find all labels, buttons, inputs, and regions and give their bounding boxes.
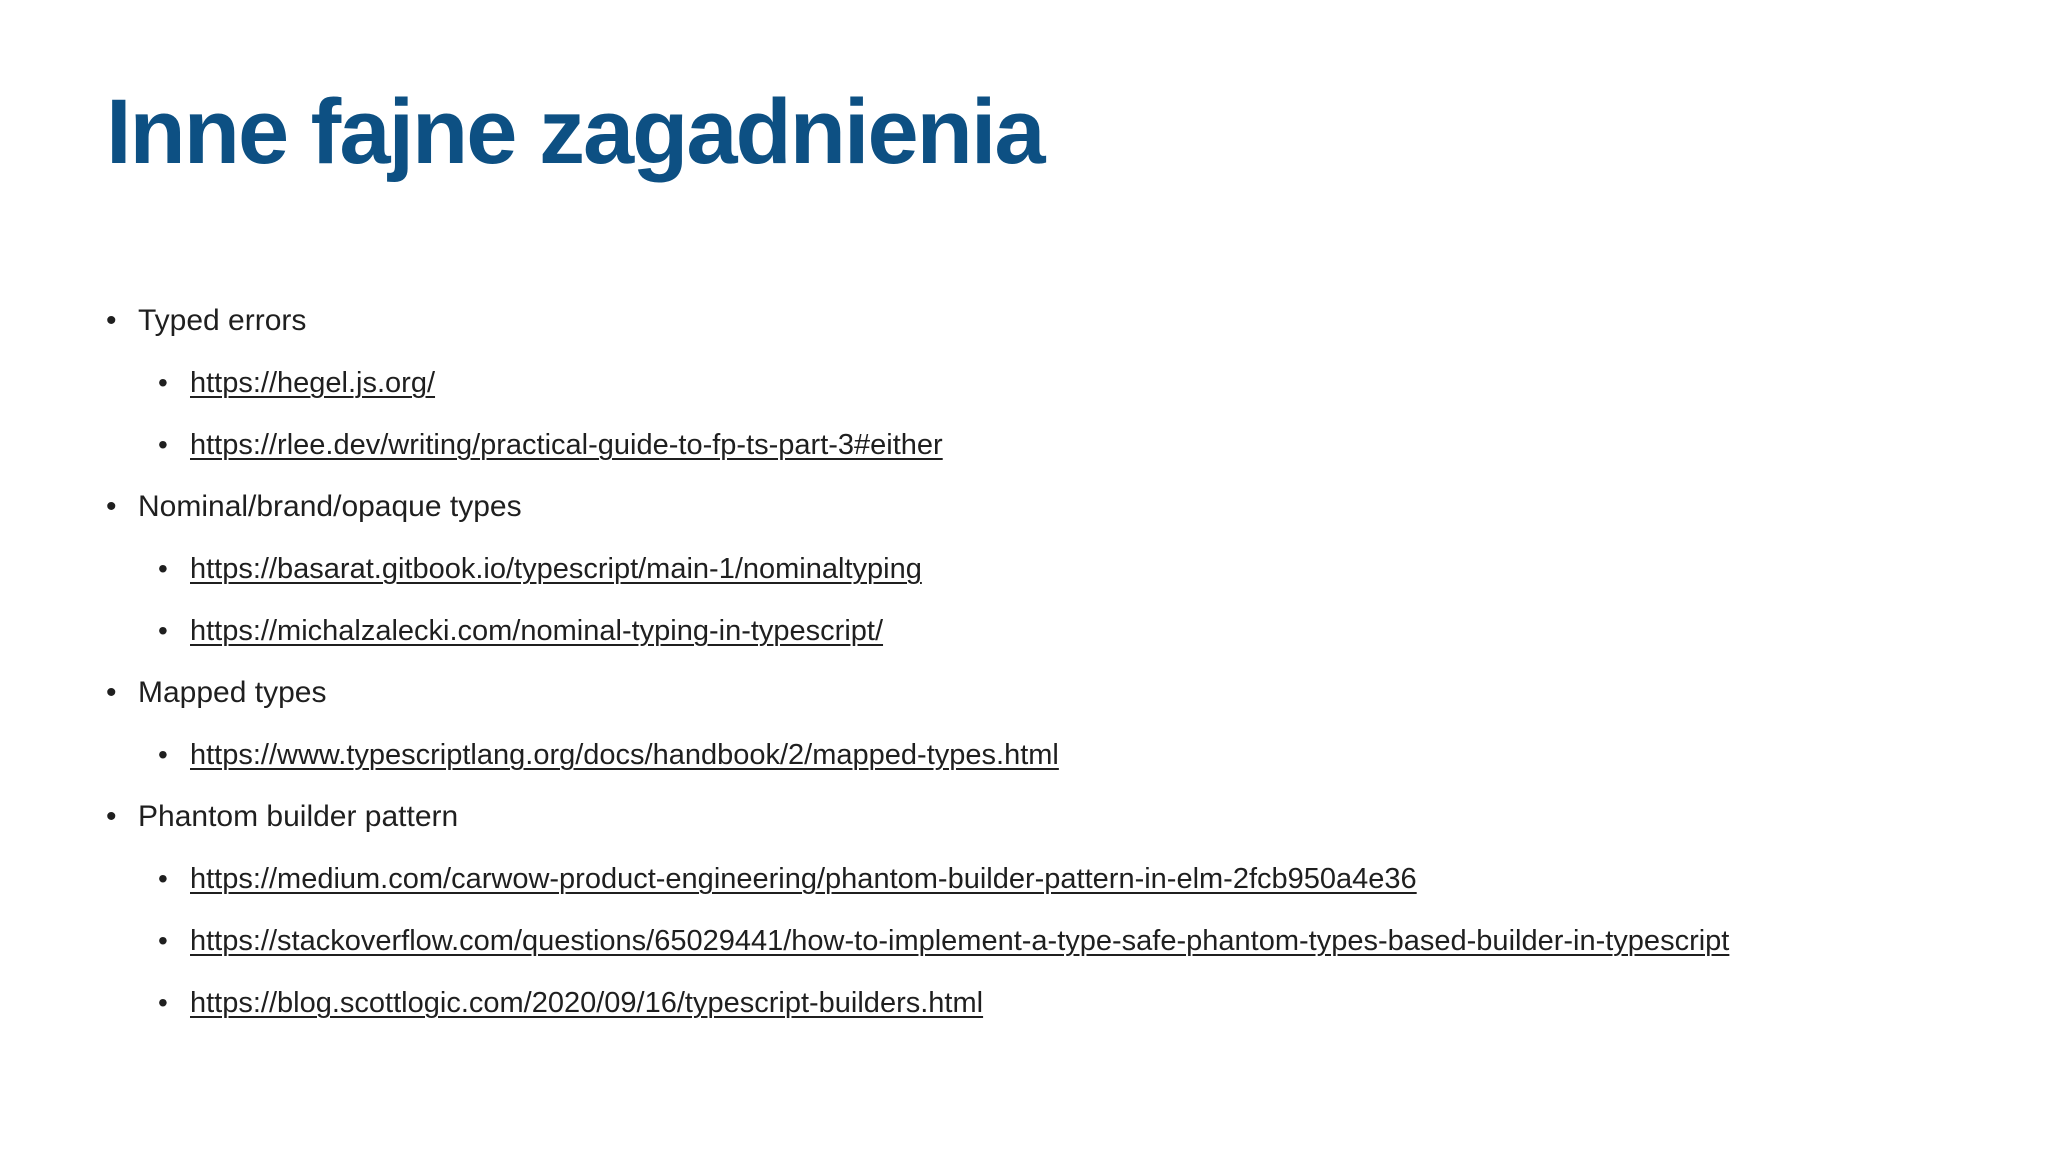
link-rlee-fp-ts[interactable]: https://rlee.dev/writing/practical-guide-to-fp-ts-part-3#either xyxy=(190,429,943,461)
topic-label: Typed errors xyxy=(138,304,307,337)
bullet-icon: • xyxy=(158,429,168,460)
topic-label: Phantom builder pattern xyxy=(138,800,459,833)
bullet-icon: • xyxy=(158,987,168,1018)
bullet-icon: • xyxy=(106,800,117,833)
link-typescriptlang[interactable]: https://www.typescriptlang.org/docs/handbook/2/mapped-types.html xyxy=(190,739,1059,771)
link-stackoverflow[interactable]: https://stackoverflow.com/questions/65029441/how-to-implement-a-type-safe-phantom-types-based-builder-in-typescript xyxy=(190,925,1730,957)
topic-item-phantom-builder xyxy=(106,786,2006,848)
bullet-icon: • xyxy=(158,925,168,956)
bullet-icon: • xyxy=(158,553,168,584)
link-medium-carwow[interactable]: https://medium.com/carwow-product-engineering/phantom-builder-pattern-in-elm-2fcb950a4e36 xyxy=(190,863,1417,895)
link-item xyxy=(106,972,2006,1034)
link-item xyxy=(106,848,2006,910)
bullet-list xyxy=(106,290,2006,1034)
bullet-icon: • xyxy=(158,615,168,646)
link-item xyxy=(106,600,2006,662)
link-hegel[interactable]: https://hegel.js.org/ xyxy=(190,367,436,399)
bullet-icon: • xyxy=(106,490,117,523)
link-michalzalecki[interactable]: https://michalzalecki.com/nominal-typing-in-typescript/ xyxy=(190,615,884,647)
topic-item-mapped-types xyxy=(106,662,2006,724)
bullet-icon: • xyxy=(158,367,168,398)
slide-title: Inne fajne zagadnienia xyxy=(106,81,1044,183)
link-scottlogic[interactable]: https://blog.scottlogic.com/2020/09/16/typescript-builders.html xyxy=(190,987,984,1019)
link-item xyxy=(106,910,2006,972)
bullet-icon: • xyxy=(106,304,117,337)
link-item xyxy=(106,352,2006,414)
link-item xyxy=(106,538,2006,600)
link-item xyxy=(106,724,2006,786)
topic-item-nominal-types xyxy=(106,476,2006,538)
bullet-icon: • xyxy=(158,863,168,894)
topic-label: Mapped types xyxy=(138,676,327,709)
topic-item-typed-errors xyxy=(106,290,2006,352)
link-item xyxy=(106,414,2006,476)
bullet-icon: • xyxy=(106,676,117,709)
link-basarat[interactable]: https://basarat.gitbook.io/typescript/main-1/nominaltyping xyxy=(190,553,922,585)
bullet-icon: • xyxy=(158,739,168,770)
topic-label: Nominal/brand/opaque types xyxy=(138,490,522,523)
